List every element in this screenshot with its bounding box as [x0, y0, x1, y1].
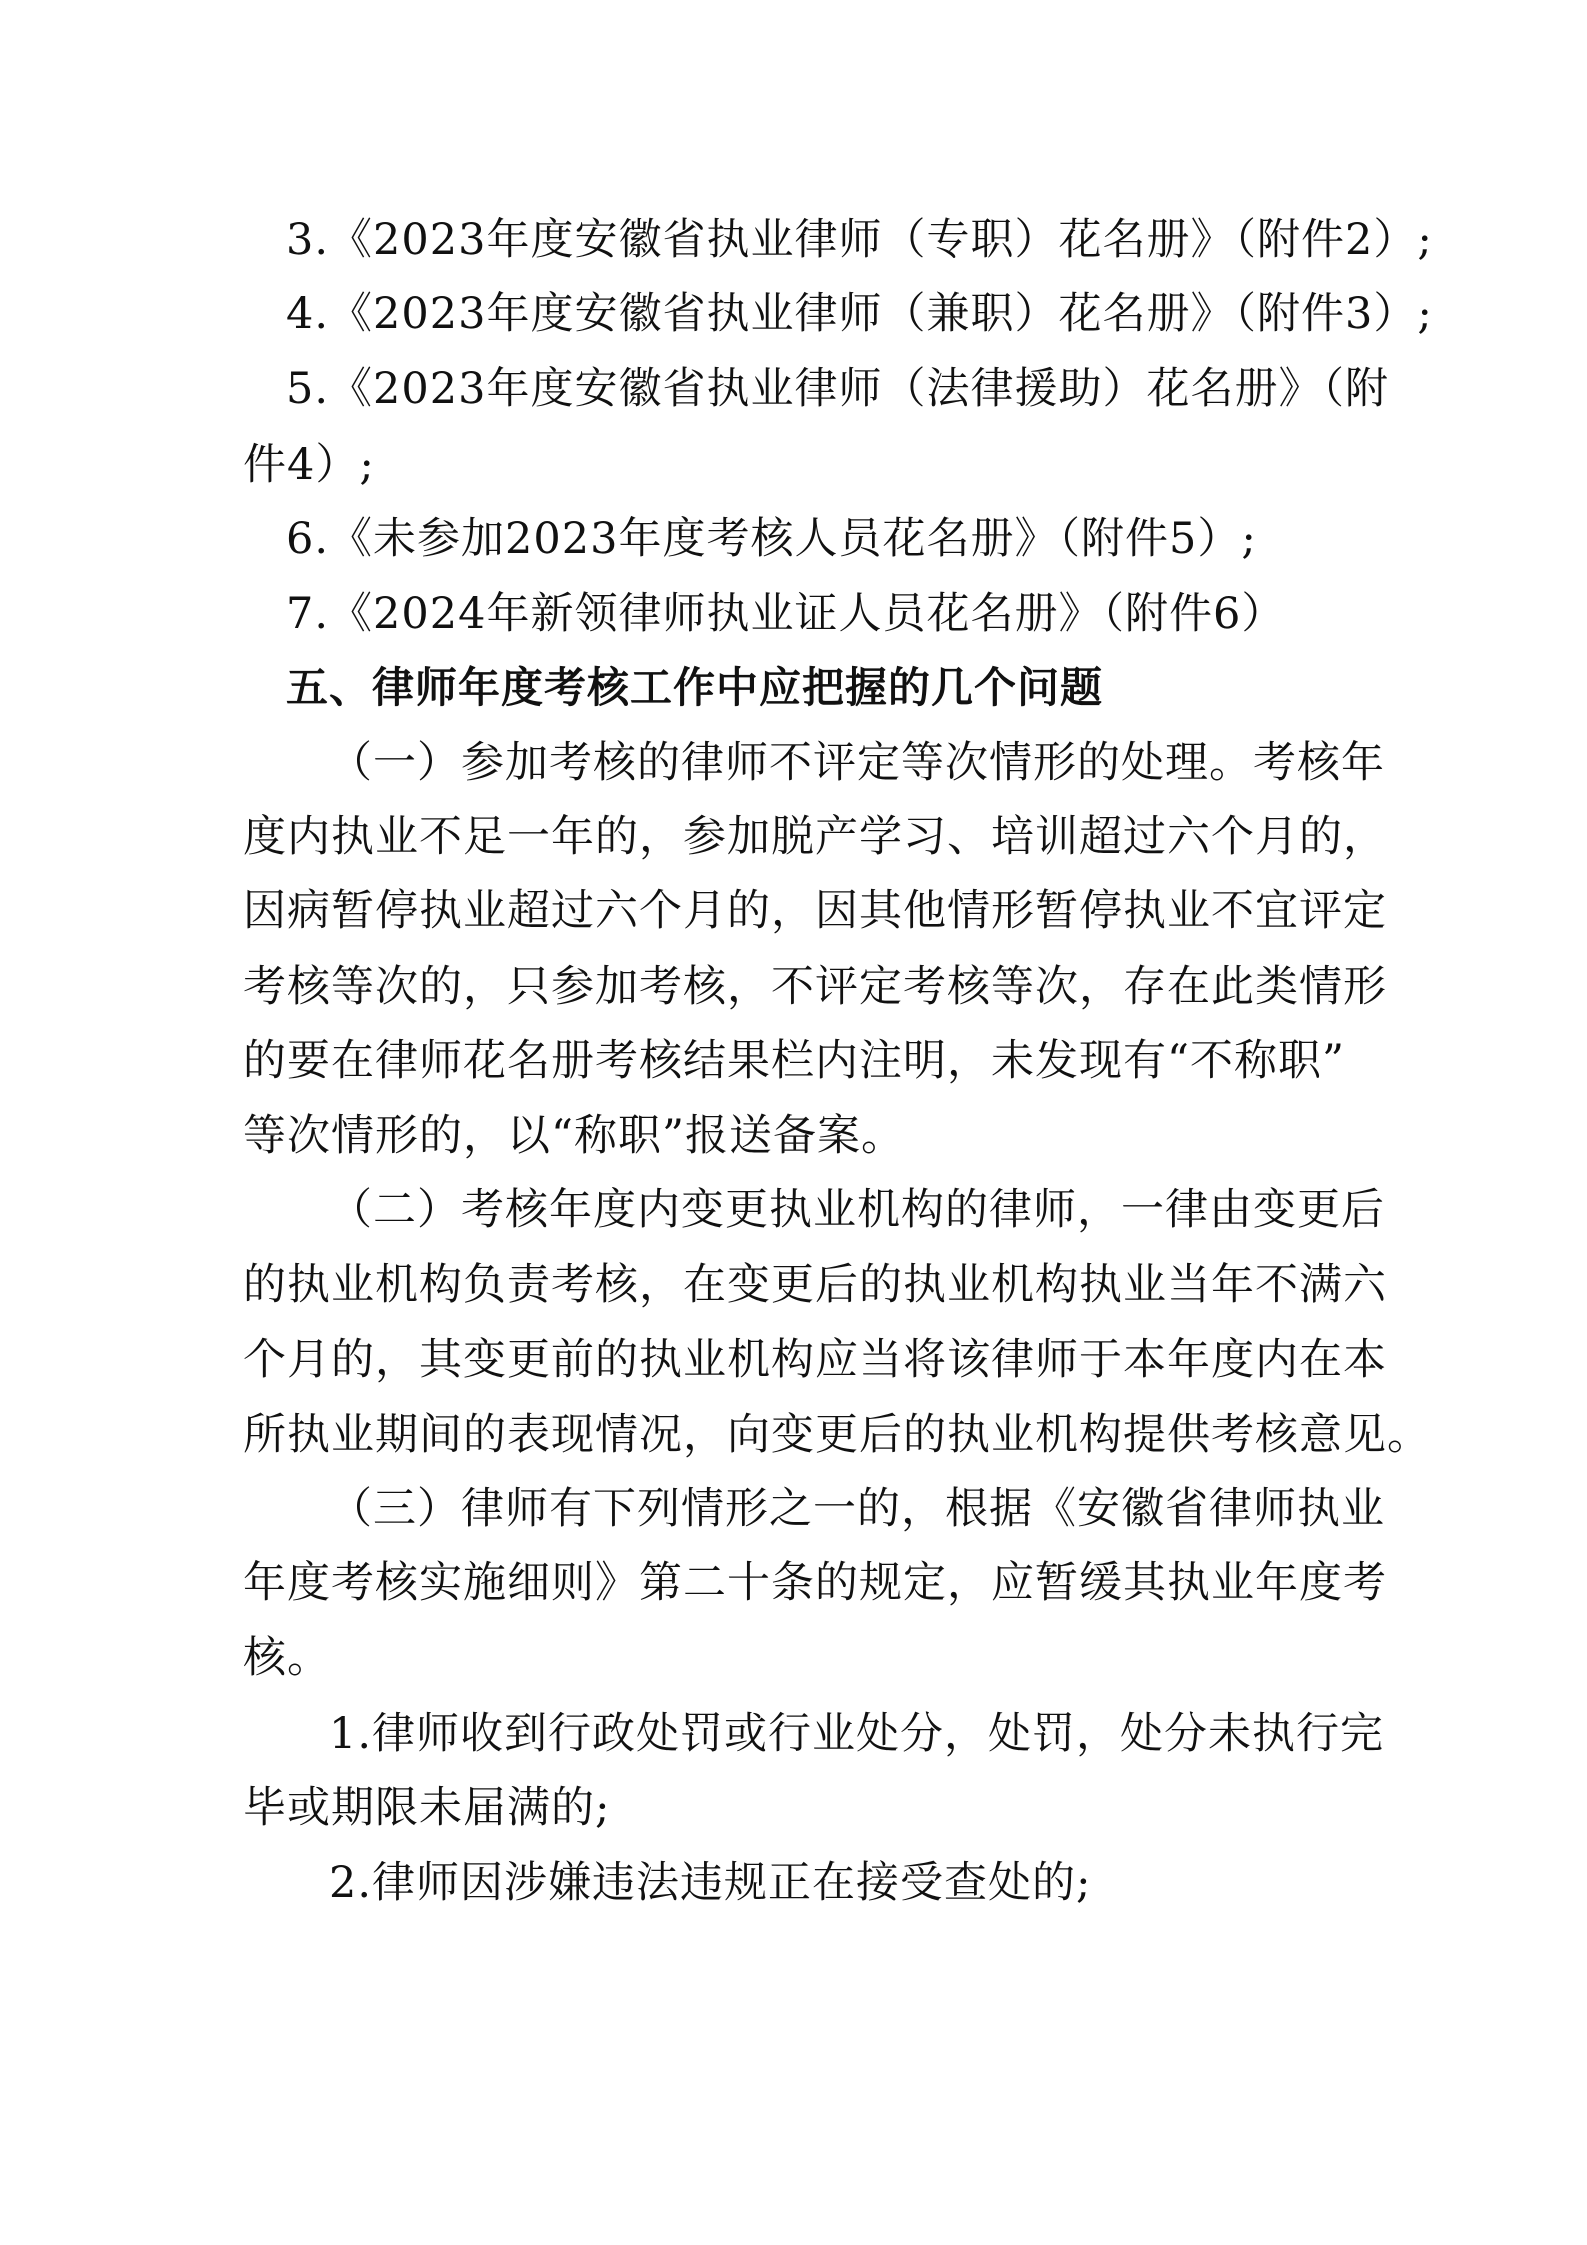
paragraph-1-line-1: （一）参加考核的律师不评定等次情形的处理。考核年	[329, 738, 1385, 788]
list-item-1-line-1: 1.律师收到行政处罚或行业处分，处罚，处分未执行完	[329, 1709, 1385, 1759]
list-item-attachment-5: 6.《未参加2023年度考核人员花名册》（附件5）;	[286, 514, 1257, 564]
paragraph-2-line-3: 个月的，其变更前的执业机构应当将该律师于本年度内在本	[243, 1335, 1387, 1385]
paragraph-2-line-2: 的执业机构负责考核，在变更后的执业机构执业当年不满六	[243, 1260, 1387, 1310]
list-item-1-line-2: 毕或期限未届满的;	[243, 1783, 611, 1833]
paragraph-2-line-4: 所执业期间的表现情况，向变更后的执业机构提供考核意见。	[243, 1410, 1431, 1460]
paragraph-1-line-2: 度内执业不足一年的，参加脱产学习、培训超过六个月的，	[243, 812, 1387, 862]
list-item-attachment-6: 7.《2024年新领律师执业证人员花名册》（附件6）	[286, 589, 1286, 639]
paragraph-1-line-4: 考核等次的，只参加考核，不评定考核等次，存在此类情形	[243, 962, 1387, 1012]
paragraph-1-line-5: 的要在律师花名册考核结果栏内注明，未发现有“不称职”	[243, 1036, 1345, 1086]
list-item-attachment-4-cont: 件4）;	[243, 440, 375, 490]
list-item-2: 2.律师因涉嫌违法违规正在接受查处的;	[329, 1858, 1092, 1908]
paragraph-1-line-6: 等次情形的，以“称职”报送备案。	[243, 1111, 905, 1161]
list-item-attachment-2: 3.《2023年度安徽省执业律师（专职）花名册》（附件2）;	[286, 215, 1433, 265]
section-heading-5: 五、律师年度考核工作中应把握的几个问题	[286, 663, 1104, 712]
paragraph-3-line-3: 核。	[243, 1633, 331, 1683]
paragraph-2-line-1: （二）考核年度内变更执业机构的律师，一律由变更后	[329, 1185, 1385, 1235]
list-item-attachment-4: 5.《2023年度安徽省执业律师（法律援助）花名册》（附	[286, 364, 1389, 414]
paragraph-3-line-1: （三）律师有下列情形之一的，根据《安徽省律师执业	[329, 1484, 1385, 1534]
list-item-attachment-3: 4.《2023年度安徽省执业律师（兼职）花名册》（附件3）;	[286, 289, 1433, 339]
paragraph-3-line-2: 年度考核实施细则》第二十条的规定，应暂缓其执业年度考	[243, 1558, 1387, 1608]
paragraph-1-line-3: 因病暂停执业超过六个月的，因其他情形暂停执业不宜评定	[243, 886, 1387, 936]
